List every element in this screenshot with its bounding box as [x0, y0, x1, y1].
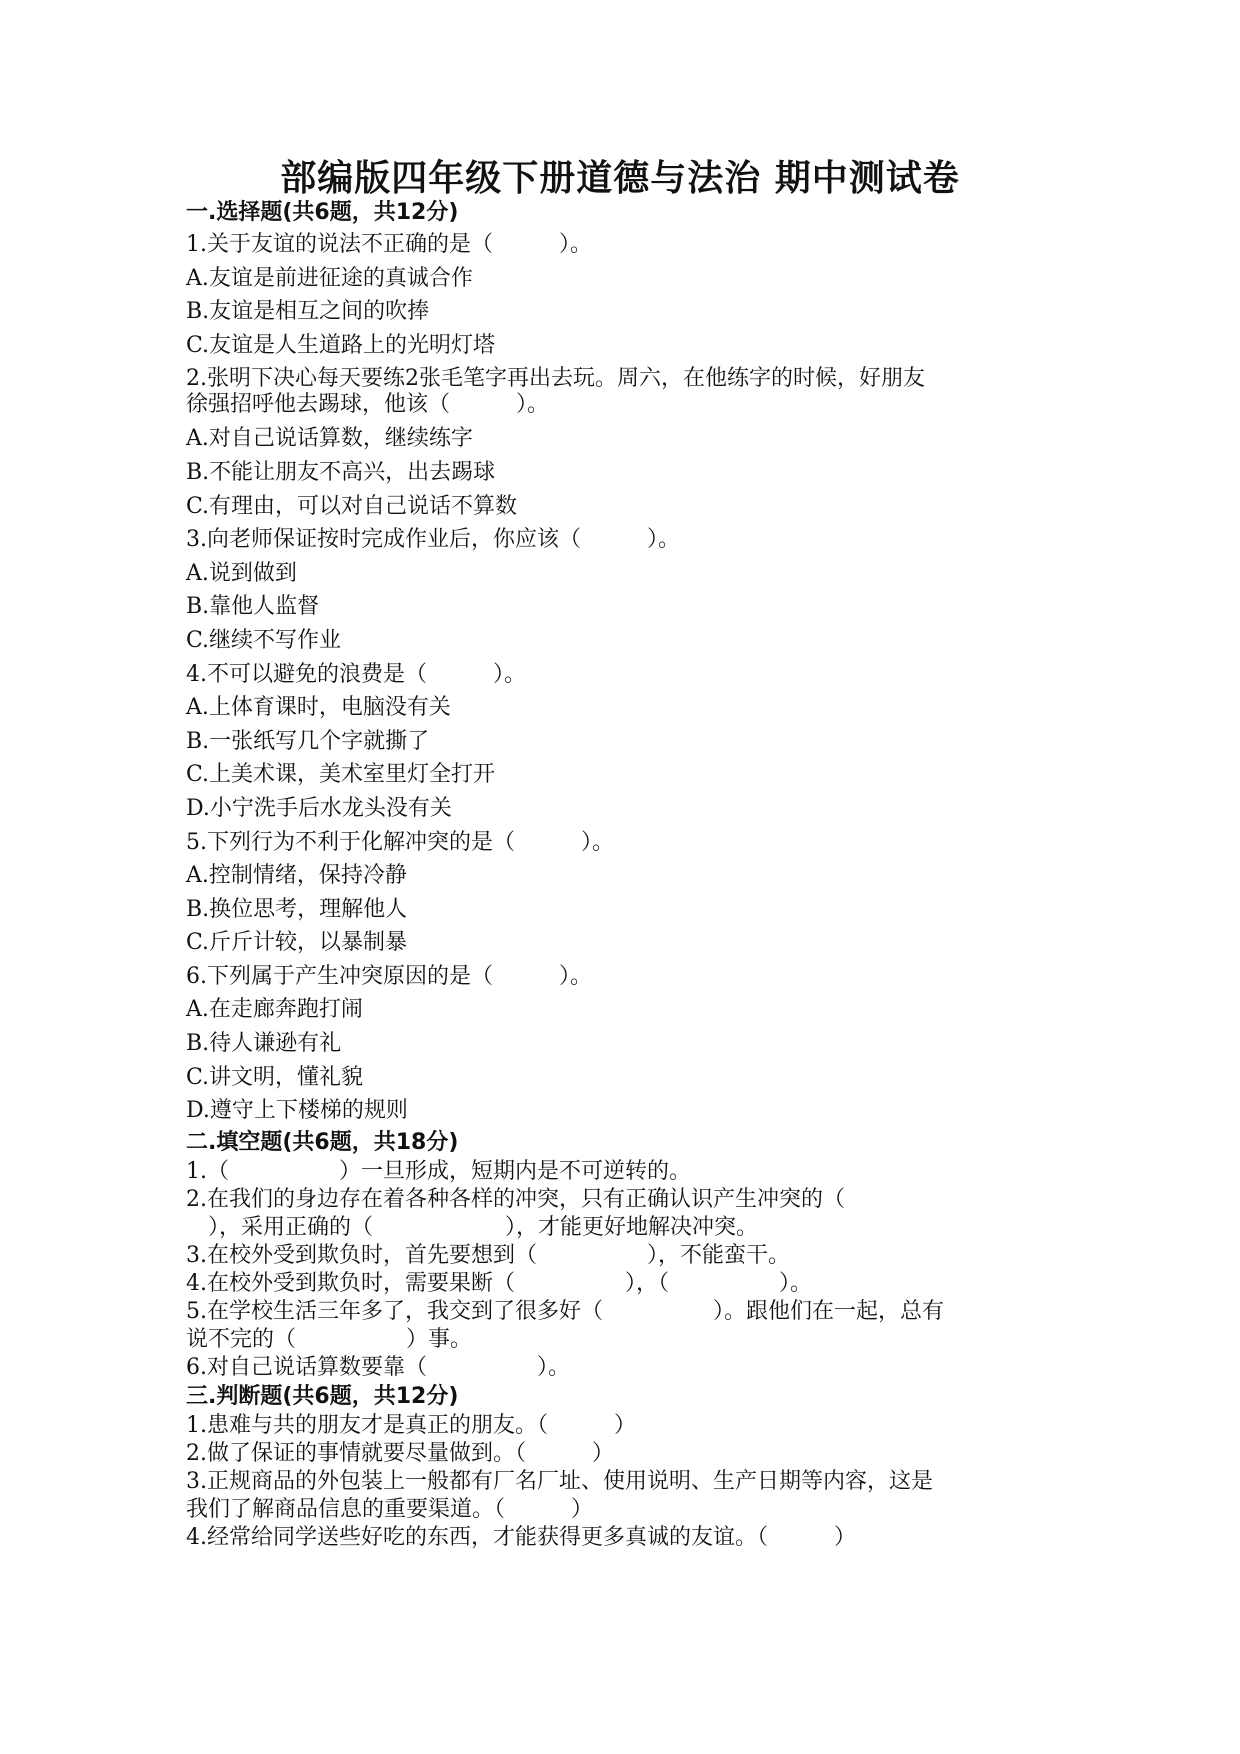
option-a: A.对自己说话算数，继续练字	[186, 426, 473, 452]
section-heading: 二.填空题(共6题，共18分)	[186, 1129, 459, 1155]
option-c: C.上美术课，美术室里灯全打开	[186, 762, 496, 788]
section-heading: 三.判断题(共6题，共12分)	[186, 1383, 459, 1409]
judge-question: 4.经常给同学送些好吃的东西，才能获得更多真诚的友谊。（ ）	[186, 1524, 856, 1550]
option-d: D.遵守上下楼梯的规则	[186, 1098, 408, 1124]
option-b: B.换位思考，理解他人	[186, 896, 408, 922]
question-text: 1.关于友谊的说法不正确的是（ ）。	[186, 232, 592, 257]
question-item	[186, 228, 1066, 362]
question-item	[186, 658, 1066, 826]
question-item	[186, 826, 1066, 960]
option-a: A.说到做到	[186, 560, 297, 586]
question-text: 6.下列属于产生冲突原因的是（ ）。	[186, 963, 592, 989]
page-title: 部编版四年级下册道德与法治 期中测试卷	[280, 158, 960, 199]
option-b: B.待人谦逊有礼	[186, 1031, 342, 1057]
option-b: B.不能让朋友不高兴，出去踢球	[186, 459, 496, 485]
option-c: C.讲文明，懂礼貌	[186, 1064, 364, 1090]
option-d: D.小宁洗手后水龙头没有关	[186, 795, 452, 821]
fill-question: 1.（ ）一旦形成，短期内是不可逆转的。	[186, 1158, 691, 1184]
option-a: A.在走廊奔跑打闹	[186, 997, 363, 1023]
fill-question: 4.在校外受到欺负时，需要果断（ ），（ ）。	[186, 1270, 812, 1296]
question-text: 3.向老师保证按时完成作业后，你应该（ ）。	[186, 527, 680, 553]
option-c: C.继续不写作业	[186, 627, 342, 653]
fill-question: 3.在校外受到欺负时，首先要想到（ ），不能蛮干。	[186, 1242, 790, 1268]
option-a: A.上体育课时，电脑没有关	[186, 695, 451, 721]
option-b: B.靠他人监督	[186, 594, 320, 620]
question-text: 5.下列行为不利于化解冲突的是（ ）。	[186, 829, 614, 855]
judge-question: 1.患难与共的朋友才是真正的朋友。（ ）	[186, 1412, 636, 1438]
question-text: 4.不可以避免的浪费是（ ）。	[186, 661, 526, 687]
question-text: 2.张明下决心每天要练2张毛笔字再出去玩。周六，在他练字的时候，好朋友 徐强招呼他去踢球，他该（ ）。	[186, 366, 925, 418]
option-c: C.友谊是人生道路上的光明灯塔	[186, 332, 496, 358]
option-c: C.斤斤计较，以暴制暴	[186, 930, 408, 956]
option-b: B.友谊是相互之间的吹捧	[186, 299, 430, 325]
option-b: B.一张纸写几个字就撕了	[186, 728, 430, 754]
option-a: A.控制情绪，保持冷静	[186, 863, 407, 889]
judge-question: 2.做了保证的事情就要尽量做到。（ ）	[186, 1440, 614, 1466]
fill-question: 5.在学校生活三年多了，我交到了很多好（ ）。跟他们在一起，总有 说不完的（ ）事。	[186, 1298, 944, 1352]
option-c: C.有理由，可以对自己说话不算数	[186, 493, 518, 519]
exam-content	[186, 198, 1066, 1552]
section-heading: 一.选择题(共6题，共12分)	[186, 200, 459, 225]
section-fill	[186, 1128, 1066, 1382]
fill-question: 6.对自己说话算数要靠（ ）。	[186, 1354, 570, 1380]
section-choice	[186, 198, 1066, 1128]
judge-question: 3.正规商品的外包装上一般都有厂名厂址、使用说明、生产日期等内容，这是 我们了解商品信息的重要渠道。（ ）	[186, 1468, 933, 1522]
question-item	[186, 362, 1066, 523]
question-item	[186, 960, 1066, 1128]
fill-question: 2.在我们的身边存在着各种各样的冲突，只有正确认识产生冲突的（ ），采用正确的（ ），才能更好地解决冲突。	[186, 1186, 845, 1240]
question-item	[186, 523, 1066, 657]
option-a: A.友谊是前进征途的真诚合作	[186, 265, 473, 291]
section-judge	[186, 1382, 1066, 1552]
